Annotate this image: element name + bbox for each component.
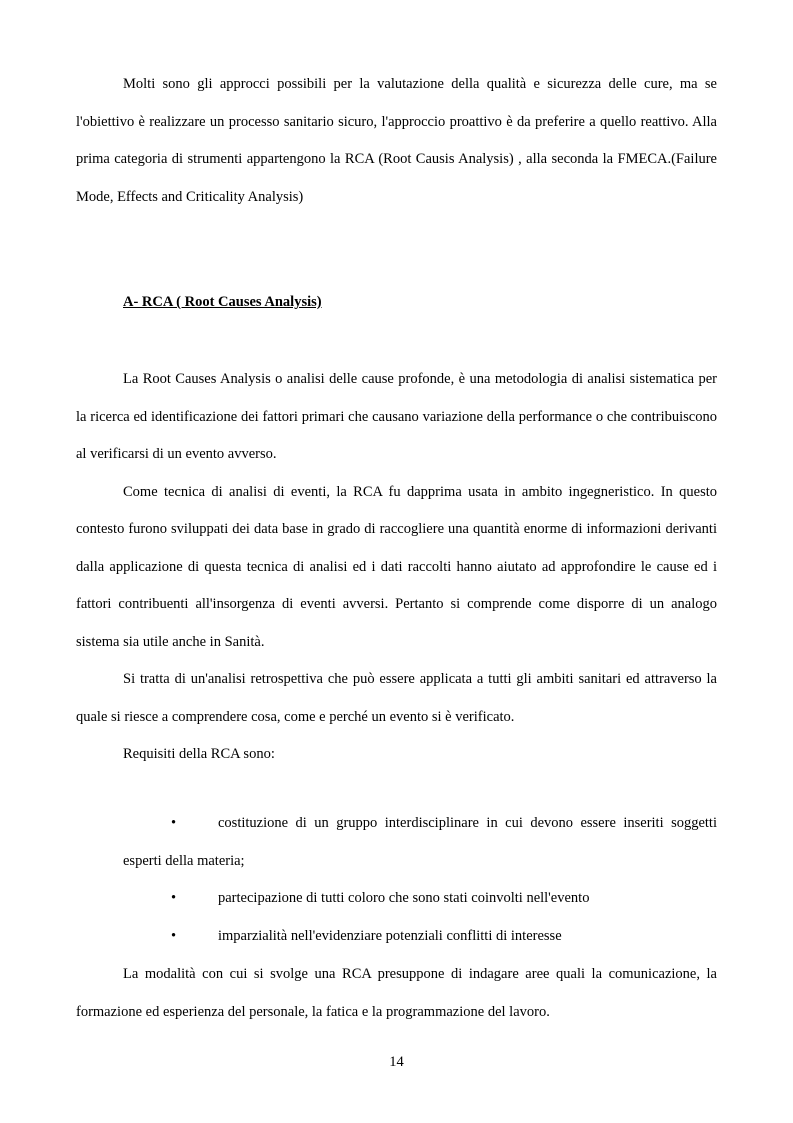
list-item <box>123 918 717 956</box>
body-paragraph-requirements-intro: Requisiti della RCA sono: <box>123 746 275 762</box>
section-heading: A- RCA ( Root Causes Analysis) <box>123 294 322 310</box>
body-paragraph-history: Come tecnica di analisi di eventi, la RCA fu dapprima usata in ambito ingegneristico. In questo contesto furono sviluppati dei data base in grado di raccogliere una quantità enorme di informazioni derivanti dalla applicazione di questa tecnica di analisi ed i dati raccolti hanno aiutato ad approfondire le cause ed i fattori contribuenti all'insorgenza di eventi avversi. Pertanto si comprende come disporre di un analogo sistema sia utile anche in Sanità. <box>76 483 717 650</box>
intro-paragraph: Molti sono gli approcci possibili per la valutazione della qualità e sicurezza delle cure, ma se l'obiettivo è realizzare un processo sanitario sicuro, l'approccio proattivo è da preferire a quello reattivo. Alla prima categoria di strumenti appartengono la RCA (Root Causis Analysis) , alla seconda la FMECA.(Failure Mode, Effects and Criticality Analysis) <box>76 76 717 205</box>
section-body <box>76 361 717 774</box>
body-paragraph-retrospective: Si tratta di un'analisi retrospettiva che può essere applicata a tutti gli ambiti sanitari ed attraverso la quale si riesce a comprendere cosa, come e perché un evento si è verificato. <box>76 671 717 725</box>
list-item-text: costituzione di un gruppo interdisciplinare in cui devono essere inseriti soggetti esperti della materia; <box>123 815 717 869</box>
intro-section <box>76 66 717 216</box>
list-item-text: imparzialità nell'evidenziare potenziali conflitti di interesse <box>218 927 562 944</box>
closing-section <box>76 956 717 1031</box>
closing-paragraph: La modalità con cui si svolge una RCA presuppone di indagare aree quali la comunicazione, la formazione ed esperienza del personale, la fatica e la programmazione del lavoro. <box>76 966 717 1020</box>
body-paragraph-definition: La Root Causes Analysis o analisi delle cause profonde, è una metodologia di analisi sistematica per la ricerca ed identificazione dei fattori primari che causano variazione della performance o che contribuiscono al verificarsi di un evento avverso. <box>76 371 717 462</box>
list-item <box>123 805 717 880</box>
bullet-icon: • <box>171 890 177 906</box>
page-number: 14 <box>389 1054 404 1070</box>
requirements-list <box>123 805 717 955</box>
bullet-icon: • <box>171 815 177 831</box>
bullet-icon: • <box>171 927 177 944</box>
list-item-text: partecipazione di tutti coloro che sono stati coinvolti nell'evento <box>218 890 590 906</box>
list-item <box>123 880 717 918</box>
